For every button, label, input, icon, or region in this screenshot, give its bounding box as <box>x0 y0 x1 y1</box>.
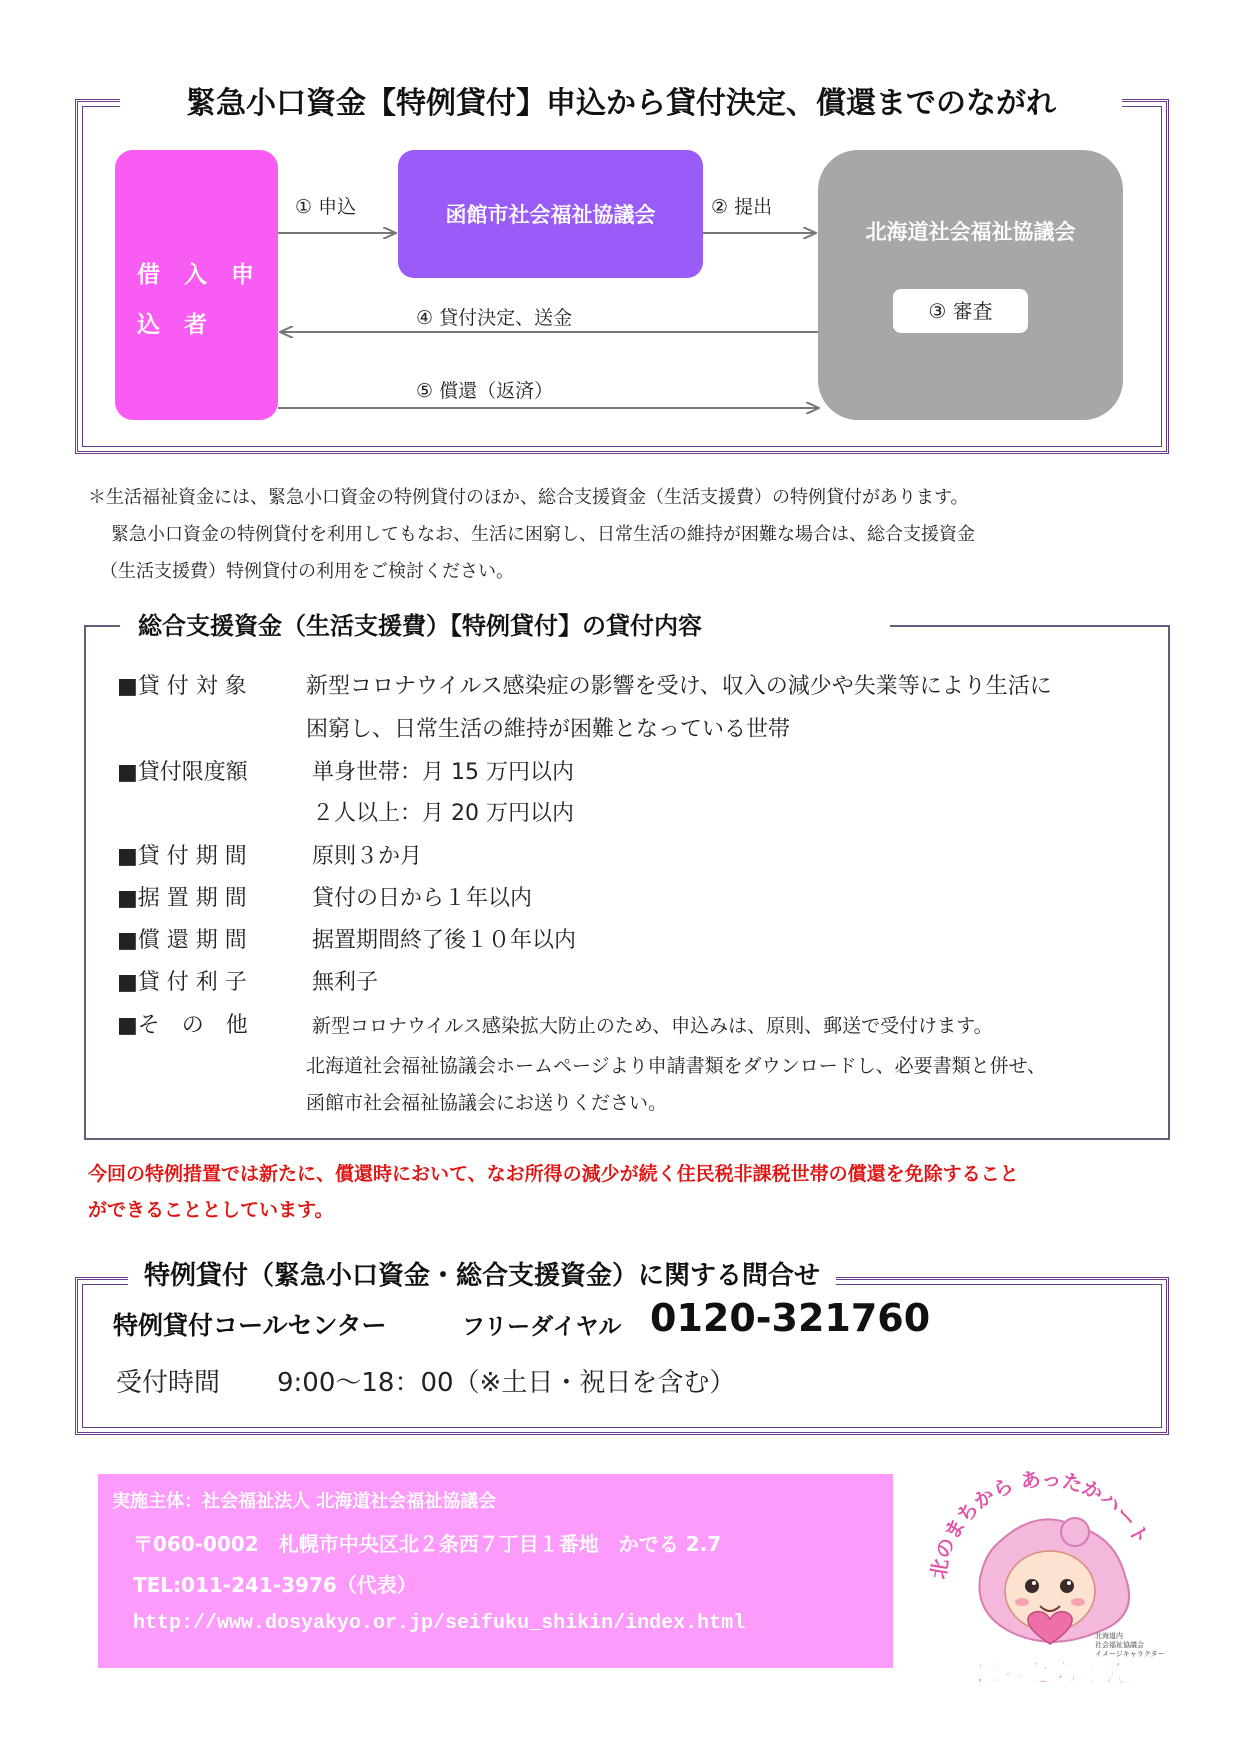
deferral-label: ■据 置 期 間 <box>117 886 247 911</box>
hakodate-council-label: 函館市社会福祉協議会 <box>445 203 656 227</box>
footer-tel: TEL:011-241-3976（代表） <box>133 1573 417 1597</box>
hokkaido-council-box <box>818 150 1123 420</box>
footer-url[interactable]: http://www.dosyakyo.or.jp/seifuku_shikin/index.html <box>133 1612 746 1635</box>
mascot-caption-2: 社会福祉協議会 <box>1095 1641 1144 1649</box>
footer-org: 実施主体：社会福祉法人 北海道社会福祉協議会 <box>112 1491 497 1512</box>
note-line-3: （生活支援費）特例貸付の利用をご検討ください。 <box>100 561 514 582</box>
mascot-hottochan-icon <box>925 1466 1175 1696</box>
step-submit-label: ② 提出 <box>711 196 773 218</box>
target-line-2: 困窮し、日常生活の維持が困難となっている世帯 <box>306 717 791 742</box>
limit-label: ■貸付限度額 <box>117 760 248 785</box>
contact-title: 特例貸付（緊急小口資金・総合支援資金）に関する問合せ <box>128 1254 836 1298</box>
hours-label: 受付時間 <box>116 1368 221 1398</box>
other-line-1: 新型コロナウイルス感染拡大防止のため、申込みは、原則、郵送で受付けます。 <box>312 1015 993 1037</box>
target-label: ■貸 付 対 象 <box>117 674 247 699</box>
other-line-2: 北海道社会福祉協議会ホームページより申請書類をダウンロードし、必要書類と併せ、 <box>306 1055 1047 1077</box>
call-center-label: 特例貸付コールセンター <box>113 1311 387 1340</box>
period-label: ■貸 付 期 間 <box>117 844 247 869</box>
phone-number: 0120-321760 <box>650 1296 931 1340</box>
repay-label: ■償 還 期 間 <box>117 928 247 953</box>
step-decision-label: ④ 貸付決定、送金 <box>416 307 573 329</box>
step-apply-label: ① 申込 <box>295 196 357 218</box>
target-line-1: 新型コロナウイルス感染症の影響を受け、収入の減少や失業等により生活に <box>306 674 1052 699</box>
limit-line-1: 単身世帯：月 15 万円以内 <box>312 760 574 785</box>
contact-frame <box>75 1277 1169 1435</box>
freedial-label: フリーダイヤル <box>462 1314 622 1340</box>
note-line-2: 緊急小口資金の特例貸付を利用してもなお、生活に困窮し、日常生活の維持が困難な場合は、総合支援資金 <box>111 524 975 545</box>
borrower-label: 借 入 申 込 者 <box>137 262 263 338</box>
limit-line-2: ２人以上：月 20 万円以内 <box>312 801 574 826</box>
other-line-3: 函館市社会福祉協議会にお送りください。 <box>306 1092 668 1114</box>
mascot-caption-3: イメージキャラクター <box>1095 1650 1165 1658</box>
step-repay-label: ⑤ 償還（返済） <box>416 380 554 402</box>
period-value: 原則３か月 <box>312 844 423 869</box>
other-label: ■そ の 他 <box>117 1013 248 1038</box>
interest-label: ■貸 付 利 子 <box>117 970 247 995</box>
flow-title: 緊急小口資金【特例貸付】申込から貸付決定、償還までのながれ <box>120 82 1122 126</box>
hakodate-council-box <box>398 150 703 278</box>
footer-address: 〒060-0002 札幌市中央区北２条西７丁目１番地 かでる 2.7 <box>133 1532 722 1556</box>
details-title: 総合支援資金（生活支援費）【特例貸付】の貸付内容 <box>120 608 720 644</box>
borrower-box <box>115 150 278 420</box>
exemption-note-line-1: 今回の特例措置では新たに、償還時において、なお所得の減少が続く住民税非課税世帯の償還を免除すること <box>88 1163 1019 1185</box>
note-line-1: ＊生活福祉資金には、緊急小口資金の特例貸付のほか、総合支援資金（生活支援費）の特例貸付があります。 <box>88 487 969 508</box>
hours-value: 9:00～18：00（※土日・祝日を含む） <box>277 1368 736 1398</box>
deferral-value: 貸付の日から１年以内 <box>312 886 533 911</box>
review-box: ③ 審査 <box>893 289 1028 333</box>
mascot-name: ほっとちゃん <box>975 1659 1132 1689</box>
hokkaido-council-label: 北海道社会福祉協議会 <box>865 220 1076 244</box>
mascot-arc-text: 北のまちから あったかハート <box>925 1466 1154 1581</box>
interest-value: 無利子 <box>312 970 379 995</box>
mascot-caption-1: 北海道内 <box>1095 1632 1123 1640</box>
exemption-note-line-2: ができることとしています。 <box>88 1199 334 1221</box>
repay-value: 据置期間終了後１０年以内 <box>312 928 577 953</box>
